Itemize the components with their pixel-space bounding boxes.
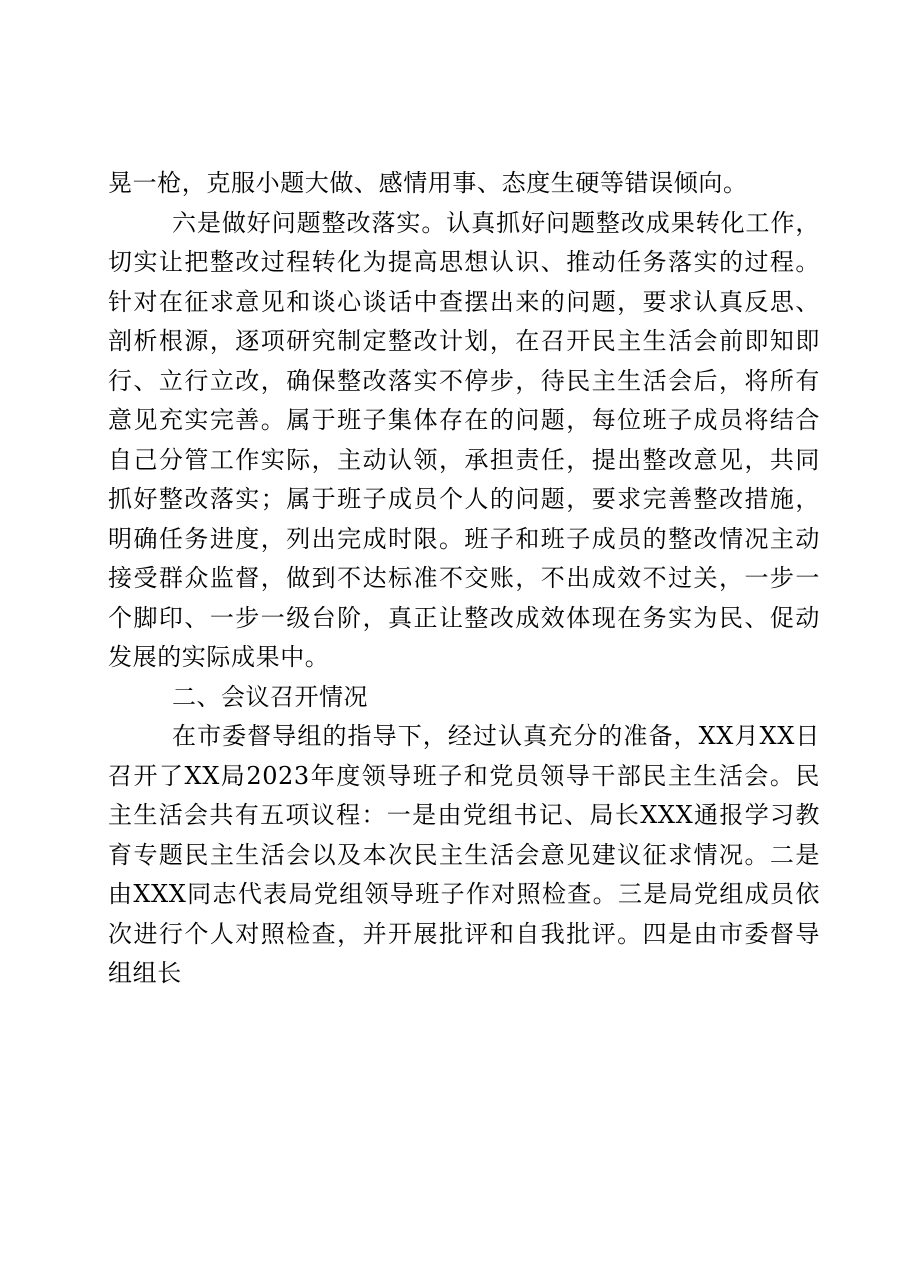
paragraph-meeting: 在市委督导组的指导下，经过认真充分的准备，XX月XX日召开了XX局2023年度领导班子和党员领导干部民主生活会。民主生活会共有五项议程：一是由党组书记、局长XXX通报学习教育专题民主生活会以及本次民主生活会意见建议征求情况。二是由XXX同志代表局党组领导班子作对照检查。三是局党组成员依次进行个人对照检查，并开展批评和自我批评。四是由市委督导组组长 <box>108 722 820 987</box>
paragraph-continuation: 晃一枪，克服小题大做、感情用事、态度生硬等错误倾向。 <box>108 169 748 197</box>
document-body <box>108 164 820 994</box>
section-heading: 二、会议召开情况 <box>172 682 368 711</box>
paragraph-rectification: 六是做好问题整改落实。认真抓好问题整改成果转化工作，切实让把整改过程转化为提高思想认识、推动任务落实的过程。针对在征求意见和谈心谈话中查摆出来的问题，要求认真反思、剖析根源，逐项研究制定整改计划，在召开民主生活会前即知即行、立行立改，确保整改落实不停步，待民主生活会后，将所有意见充实完善。属于班子集体存在的问题，每位班子成员将结合自己分管工作实际，主动认领，承担责任，提出整改意见，共同抓好整改落实；属于班子成员个人的问题，要求完善整改措施，明确任务进度，列出完成时限。班子和班子成员的整改情况主动接受群众监督，做到不达标准不交账，不出成效不过关，一步一个脚印、一步一级台阶，真正让整改成效体现在务实为民、促动发展的实际成果中。 <box>108 208 820 671</box>
